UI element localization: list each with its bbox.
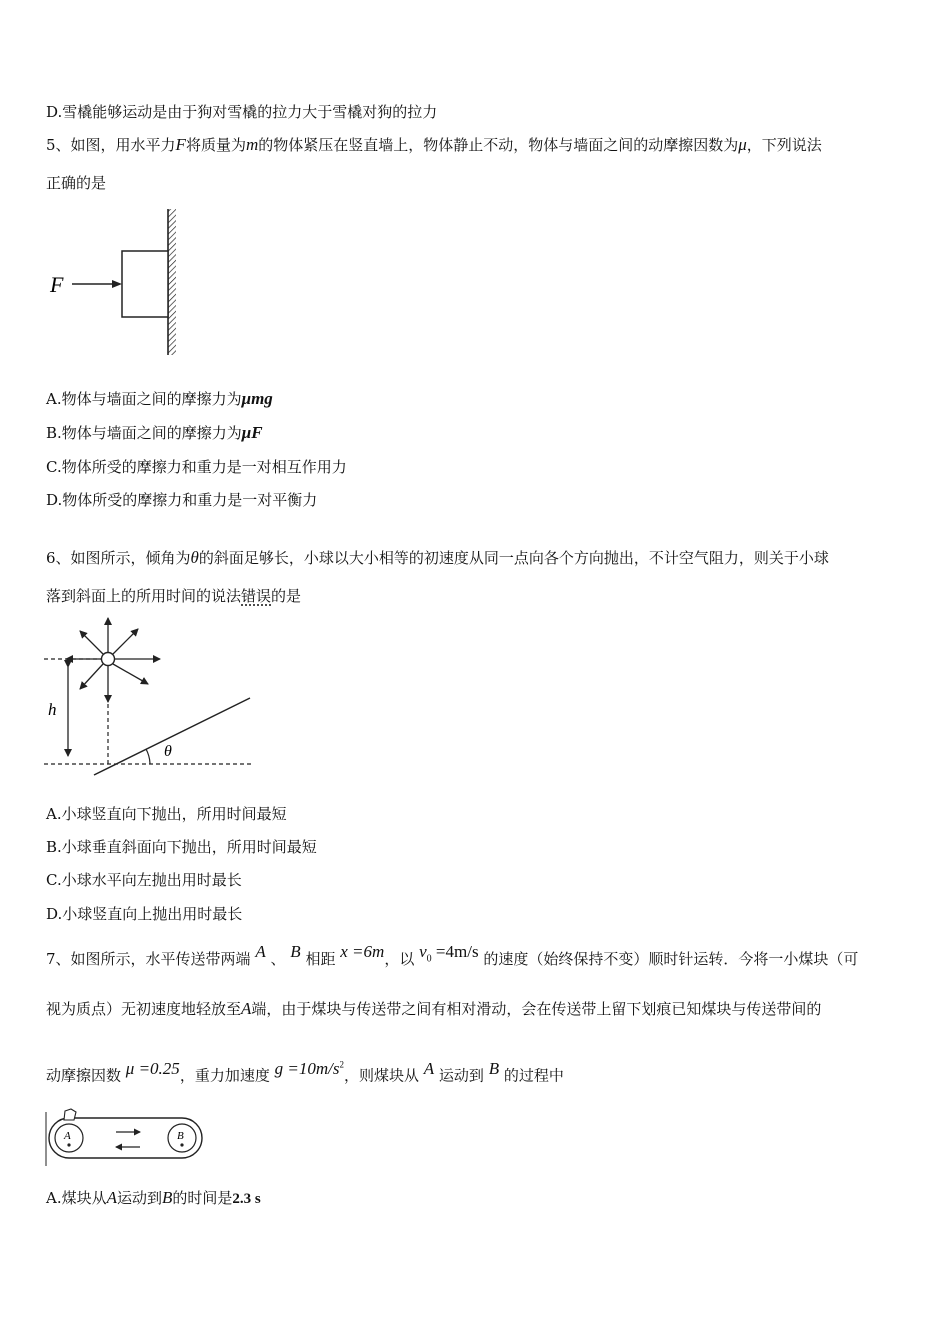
- velocity-arrow-upleft: [80, 631, 103, 654]
- ball: [102, 653, 115, 666]
- q5-stem-line1: [46, 134, 822, 156]
- q7-stem-line3: [46, 1060, 564, 1087]
- q6-option-c: C.小球水平向左抛出用时最长: [46, 871, 242, 889]
- roller-b-center: [180, 1143, 183, 1146]
- q7-stem-line2: [46, 998, 821, 1020]
- q7-distance: x =6m: [340, 942, 385, 961]
- q7-gravity: [275, 1059, 344, 1078]
- q7-figure: [40, 1108, 210, 1170]
- q5-option-a: [46, 388, 273, 410]
- roller-a-center: [67, 1143, 70, 1146]
- q5-stem-line2: 正确的是: [46, 174, 107, 192]
- q7-point-b: B: [290, 942, 301, 961]
- coal-block: [64, 1109, 76, 1120]
- q6-stem-text: 的是: [271, 587, 302, 605]
- q5-force-symbol: F: [175, 135, 186, 154]
- block: [122, 251, 168, 317]
- q7-stem-text: ，则煤块从: [343, 1066, 419, 1085]
- angle-label: θ: [164, 743, 172, 760]
- q4-option-d: D.雪橇能够运动是由于狗对雪橇的拉力大于雪橇对狗的拉力: [46, 103, 438, 121]
- force-label: F: [50, 272, 64, 297]
- q7-g-superscript: 2: [339, 1059, 344, 1069]
- q7-point-a: A: [106, 1188, 117, 1207]
- roller-b-label: B: [177, 1130, 184, 1142]
- q5-figure: [44, 205, 194, 360]
- q5-mass-symbol: m: [245, 135, 259, 154]
- q6-stem-text: 落到斜面上的所用时间的说法: [46, 587, 242, 605]
- q7-stem-text: ，以: [384, 950, 415, 968]
- q7-point-a: A: [241, 999, 252, 1018]
- q5-option-a-text: A.物体与墙面之间的摩擦力为: [46, 390, 242, 408]
- q7-option-a: [46, 1187, 261, 1210]
- force-arrowhead: [112, 280, 122, 288]
- q7-separator: 、: [270, 950, 286, 968]
- q5-option-a-math: μmg: [241, 389, 273, 408]
- roller-a-label: A: [64, 1130, 71, 1142]
- q7-belt-speed: [419, 942, 479, 965]
- q7-option-a-text: 运动到: [117, 1189, 163, 1207]
- q6-emphasis-wrong: 错误: [241, 587, 272, 605]
- q7-stem-text: 相距: [305, 950, 336, 968]
- q7-point-a: A: [255, 942, 266, 961]
- q7-point-a: A: [423, 1058, 435, 1078]
- wall-hatching: [168, 209, 176, 355]
- q7-stem-line1: [46, 942, 859, 977]
- q6-stem-text: 的斜面足够长，小球以大小相等的初速度从同一点向各个方向抛出，不计空气阻力，则关于小球: [198, 549, 829, 567]
- q7-option-a-text: A.煤块从: [46, 1189, 107, 1207]
- q6-stem-line1: [46, 547, 829, 569]
- velocity-arrow-upright: [113, 629, 138, 654]
- q5-option-b-text: B.物体与墙面之间的摩擦力为: [46, 424, 242, 442]
- q5-stem-text: 5、如图，用水平力: [46, 136, 176, 154]
- q6-option-a: A.小球竖直向下抛出，所用时间最短: [46, 805, 287, 823]
- velocity-arrow-downleft: [80, 664, 103, 689]
- q5-stem-text: 将质量为: [185, 136, 246, 154]
- q5-option-b: [46, 422, 263, 444]
- q7-g-value: g =10m/s: [274, 1058, 340, 1078]
- q7-stem-text: 视为质点）无初速度地轻放至: [46, 1000, 242, 1018]
- q7-stem-text: 的过程中: [503, 1066, 564, 1085]
- q7-point-b: B: [162, 1188, 173, 1207]
- q6-theta-symbol: θ: [190, 548, 199, 567]
- q7-point-b: B: [488, 1058, 500, 1078]
- q7-friction-coefficient: μ =0.25: [125, 1058, 180, 1078]
- q5-mu-symbol: μ: [738, 135, 747, 154]
- q5-option-b-math: μF: [241, 423, 263, 442]
- q6-option-d: D.小球竖直向上抛出用时最长: [46, 905, 243, 923]
- q7-v-symbol: v: [419, 942, 427, 961]
- q7-stem-text: 运动到: [438, 1066, 484, 1085]
- q7-stem-text: 7、如图所示，水平传送带两端: [46, 950, 251, 968]
- q7-v-subscript: 0: [426, 953, 432, 965]
- q6-figure: [40, 612, 260, 782]
- q7-stem-text: 端，由于煤块与传送带之间有相对滑动，会在传送带上留下划痕已知煤块与传送带间的: [251, 1000, 822, 1018]
- velocity-arrow-downright: [113, 664, 148, 684]
- q5-stem-text: 的物体紧压在竖直墙上，物体静止不动，物体与墙面之间的动摩擦因数为: [258, 136, 739, 154]
- q7-stem-text: 动摩擦因数: [46, 1066, 122, 1085]
- q5-option-d: D.物体所受的摩擦力和重力是一对平衡力: [46, 491, 318, 509]
- q7-v-value: =4m/s: [431, 942, 479, 961]
- angle-arc: [146, 749, 150, 764]
- q7-stem-text: ，重力加速度: [179, 1066, 270, 1085]
- q6-stem-text: 6、如图所示，倾角为: [46, 549, 191, 567]
- q7-option-a-value: 2.3 s: [232, 1191, 261, 1207]
- q5-option-c: C.物体所受的摩擦力和重力是一对相互作用力: [46, 458, 347, 476]
- q6-stem-line2: [46, 585, 301, 607]
- q7-stem-text: 的速度（始终保持不变）顺时针运转．今将一小煤块（可: [483, 950, 859, 968]
- height-label: h: [48, 700, 57, 719]
- q7-option-a-text: 的时间是: [172, 1189, 233, 1207]
- q5-stem-text: ，下列说法: [746, 136, 822, 154]
- q6-option-b: B.小球垂直斜面向下抛出，所用时间最短: [46, 838, 317, 856]
